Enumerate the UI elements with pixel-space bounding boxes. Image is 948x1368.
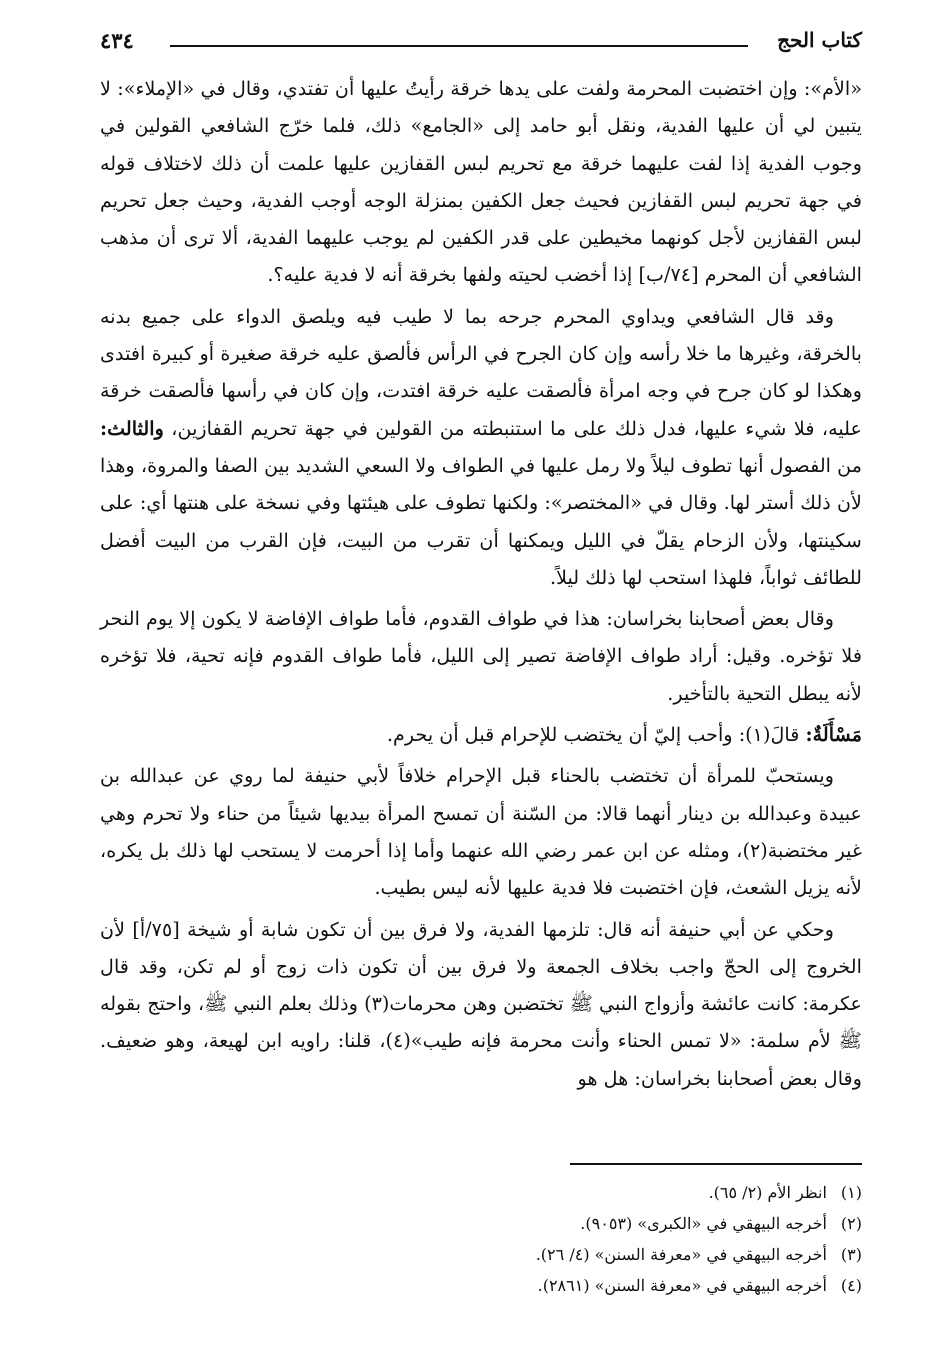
page-number: ٤٣٤ [100, 28, 134, 53]
paragraph [100, 298, 862, 596]
footnote-text: أخرجه البيهقي في «الكبرى» (٩٠٥٣). [580, 1214, 827, 1233]
paragraph [100, 757, 862, 906]
footnote [82, 1270, 862, 1301]
bold-heading: والثالث: [100, 416, 164, 440]
paragraph-text: من الفصول أنها تطوف ليلاً ولا رمل عليها في الطواف ولا السعي الشديد بين الصفا والمروة، وهذا لأن ذلك أستر لها. وقال في «المختصر»: ولكنها تطوف على هيئتها وفي نسخة على هنتها أي: على سكينتها، ولأن الزحام يقلّ في الليل ويمكنها أن تقرب من البيت، فإن القرب من البيت أفضل للطائف ثواباً، فلهذا استحب لها ذلك ليلاً. [99, 453, 862, 589]
footnote-separator [570, 1163, 862, 1165]
footnote-text: انظر الأم (٢/ ٦٥). [708, 1183, 827, 1202]
footnote-number: (٣) [840, 1245, 862, 1264]
footnote-number: (٢) [840, 1214, 862, 1233]
paragraph-text: وقال بعض أصحابنا بخراسان: هذا في طواف القدوم، فأما طواف الإفاضة لا يكون إلا يوم النحر فلا تؤخره. وقيل: أراد طواف الإفاضة تصير إلى الليل، فأما طواف القدوم فإنه تحية، فلا تؤخره لأنه يبطل التحية بالتأخير. [100, 607, 862, 705]
footnote [82, 1177, 862, 1208]
footnote-text: أخرجه البيهقي في «معرفة السنن» (٢٨٦١). [537, 1276, 827, 1295]
paragraph [100, 716, 862, 753]
footnote [82, 1208, 862, 1239]
bold-heading: مَسْأَلَةٌ: [805, 723, 862, 747]
footnote-number: (١) [840, 1183, 862, 1202]
page-header [100, 28, 862, 62]
paragraph-text: ويستحبّ للمرأة أن تختضب بالحناء قبل الإحرام خلافاً لأبي حنيفة لما روي عن عبدالله بن عبيدة وعبدالله بن دينار أنهما قالا: من السّنة أن تمسح المرأة بيديها شيئاً من حناء ولا تحرم وهي غير مختضبة(٢)، ومثله عن ابن عمر رضي الله عنهما وأما إذا أحرمت لا يستحب لها ذلك بل يكره، لأنه يزيل الشعث، فإن اختضبت فلا فدية عليها لأنه ليس بطيب. [100, 764, 862, 900]
running-title: كتاب الحج [777, 28, 862, 52]
paragraph-text: وحكي عن أبي حنيفة أنه قال: تلزمها الفدية، ولا فرق بين أن تكون شابة أو شيخة [٧٥/أ] لأن الخروج إلى الحجّ واجب بخلاف الجمعة ولا فرق بين أن تكون ذات زوج أو لم تكن، وقد قال عكرمة: كانت عائشة وأزواج النبي ﷺ تختضبن وهن محرمات(٣) وذلك بعلم النبي ﷺ، واحتج بقوله ﷺ لأم سلمة: «لا تمس الحناء وأنت محرمة فإنه طيب»(٤)، قلنا: راويه ابن لهيعة، وهو ضعيف. وقال بعض أصحابنا بخراسان: هل هو [100, 917, 862, 1090]
paragraph [100, 911, 862, 1097]
paragraph [100, 600, 862, 712]
footnote [82, 1239, 862, 1270]
paragraph-text: قالَ(١): وأحب إليّ أن يختضب للإحرام قبل أن يحرم. [386, 723, 806, 747]
paragraph-text: «الأم»: وإن اختضبت المحرمة ولفت على يدها خرقة رأيتُ عليها أن تفتدي، وقال في «الإملاء»: لا يتبين لي أن عليها الفدية، ونقل أبو حامد إلى «الجامع» ذلك، فلما خرّج الشافعي القولين في وجوب الفدية إذا لفت عليهما خرقة مع تحريم لبس القفازين عليها علمت أن ذلك لاختلاف قوله في جهة تحريم لبس القفازين فحيث جعل الكفين بمنزلة الوجه أوجب الفدية، وحيث جعل تحريم لبس القفازين لأجل كونهما مخيطين على قدر الكفين لم يوجب عليهما الفدية، ألا ترى أن مذهب الشافعي أن المحرم [٧٤/ب] إذا أخضب لحيته ولفها بخرقة أنه لا فدية عليه؟. [100, 77, 862, 287]
footnote-text: أخرجه البيهقي في «معرفة السنن» (٤/ ٢٦). [535, 1245, 827, 1264]
footnote-number: (٤) [840, 1276, 862, 1295]
paragraph-text: وقد قال الشافعي ويداوي المحرم جرحه بما لا طيب فيه ويلصق الدواء على جميع بدنه بالخرقة، وغيرها ما خلا رأسه وإن كان الجرح في الرأس فألصق عليه خرقة صغيرة أو كبيرة افتدى وهكذا لو كان جرح في وجه امرأة فألصقت عليه خرقة افتدت، وإن كان في رأسها فألصقت خرقة عليه، فلا شيء عليها، فدل ذلك على ما استنبطته من القولين في جهة تحريم القفازين، [100, 304, 862, 440]
main-text [100, 70, 862, 1097]
footnotes [82, 1177, 862, 1301]
header-rule [170, 45, 748, 47]
paragraph [100, 70, 862, 294]
